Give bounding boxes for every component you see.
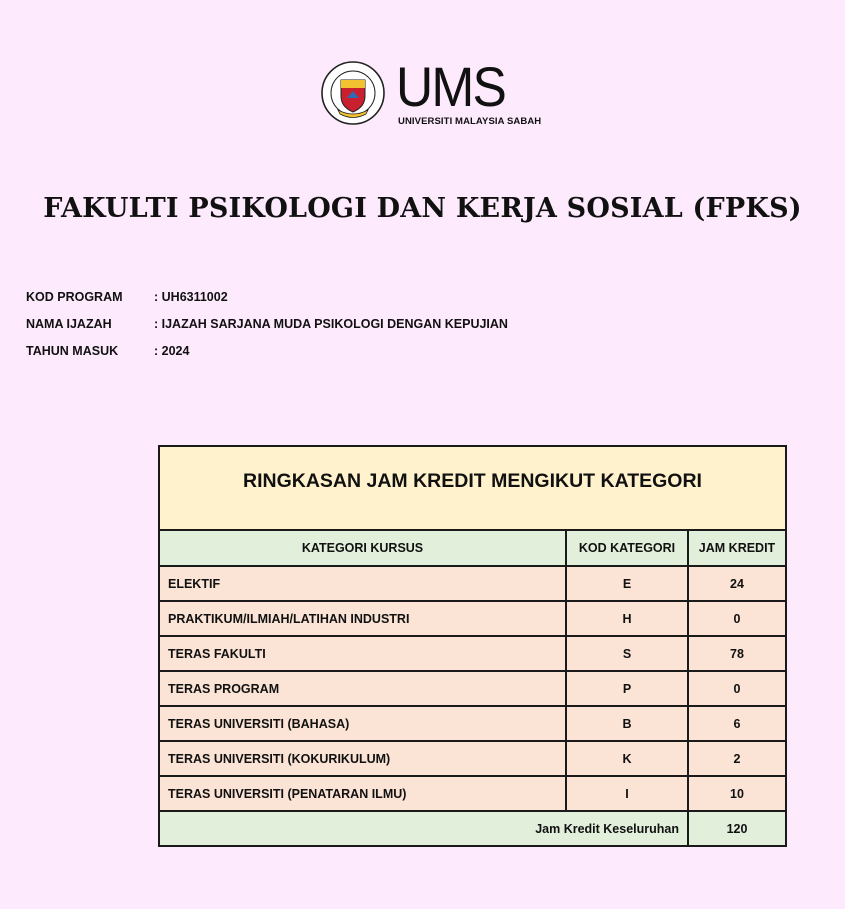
university-crest-icon	[320, 60, 386, 126]
table-title: RINGKASAN JAM KREDIT MENGIKUT KATEGORI	[159, 446, 786, 530]
ums-logo	[320, 55, 542, 130]
intake-year-label: TAHUN MASUK	[26, 344, 119, 358]
degree-name-label: NAMA IJAZAH	[26, 317, 112, 331]
program-code-row	[26, 290, 508, 317]
code-cell: H	[566, 601, 688, 636]
intake-year-value: : 2024	[154, 344, 190, 358]
credits-cell: 24	[688, 566, 786, 601]
category-cell: PRAKTIKUM/ILMIAH/LATIHAN INDUSTRI	[159, 601, 566, 636]
code-cell: I	[566, 776, 688, 811]
category-cell: TERAS UNIVERSITI (PENATARAN ILMU)	[159, 776, 566, 811]
credits-cell: 6	[688, 706, 786, 741]
program-code-value: : UH6311002	[154, 290, 228, 304]
faculty-title: FAKULTI PSIKOLOGI DAN KERJA SOSIAL (FPKS)	[43, 193, 802, 224]
degree-name-value: : IJAZAH SARJANA MUDA PSIKOLOGI DENGAN KEPUJIAN	[154, 317, 508, 331]
category-cell: TERAS UNIVERSITI (KOKURIKULUM)	[159, 741, 566, 776]
total-label: Jam Kredit Keseluruhan	[159, 811, 688, 846]
credits-cell: 2	[688, 741, 786, 776]
table-row	[159, 566, 786, 601]
column-header-code: KOD KATEGORI	[566, 530, 688, 566]
total-value: 120	[688, 811, 786, 846]
logo-subtitle: UNIVERSITI MALAYSIA SABAH	[398, 116, 542, 127]
code-cell: E	[566, 566, 688, 601]
table-row	[159, 671, 786, 706]
table-header-row	[159, 530, 786, 566]
code-cell: K	[566, 741, 688, 776]
column-header-category: KATEGORI KURSUS	[159, 530, 566, 566]
code-cell: S	[566, 636, 688, 671]
table-row	[159, 601, 786, 636]
category-cell: TERAS PROGRAM	[159, 671, 566, 706]
intake-year-row	[26, 344, 508, 371]
degree-name-row	[26, 317, 508, 344]
column-header-credits: JAM KREDIT	[688, 530, 786, 566]
table-row	[159, 776, 786, 811]
total-row	[159, 811, 786, 846]
credits-cell: 0	[688, 671, 786, 706]
credit-summary-table	[158, 445, 787, 847]
credits-cell: 10	[688, 776, 786, 811]
table-row	[159, 636, 786, 671]
category-cell: TERAS UNIVERSITI (BAHASA)	[159, 706, 566, 741]
category-cell: ELEKTIF	[159, 566, 566, 601]
code-cell: B	[566, 706, 688, 741]
credits-cell: 78	[688, 636, 786, 671]
category-cell: TERAS FAKULTI	[159, 636, 566, 671]
code-cell: P	[566, 671, 688, 706]
program-info	[26, 290, 508, 371]
credits-cell: 0	[688, 601, 786, 636]
program-code-label: KOD PROGRAM	[26, 290, 123, 304]
logo-wordmark: UMS	[396, 55, 505, 118]
table-row	[159, 706, 786, 741]
table-row	[159, 741, 786, 776]
